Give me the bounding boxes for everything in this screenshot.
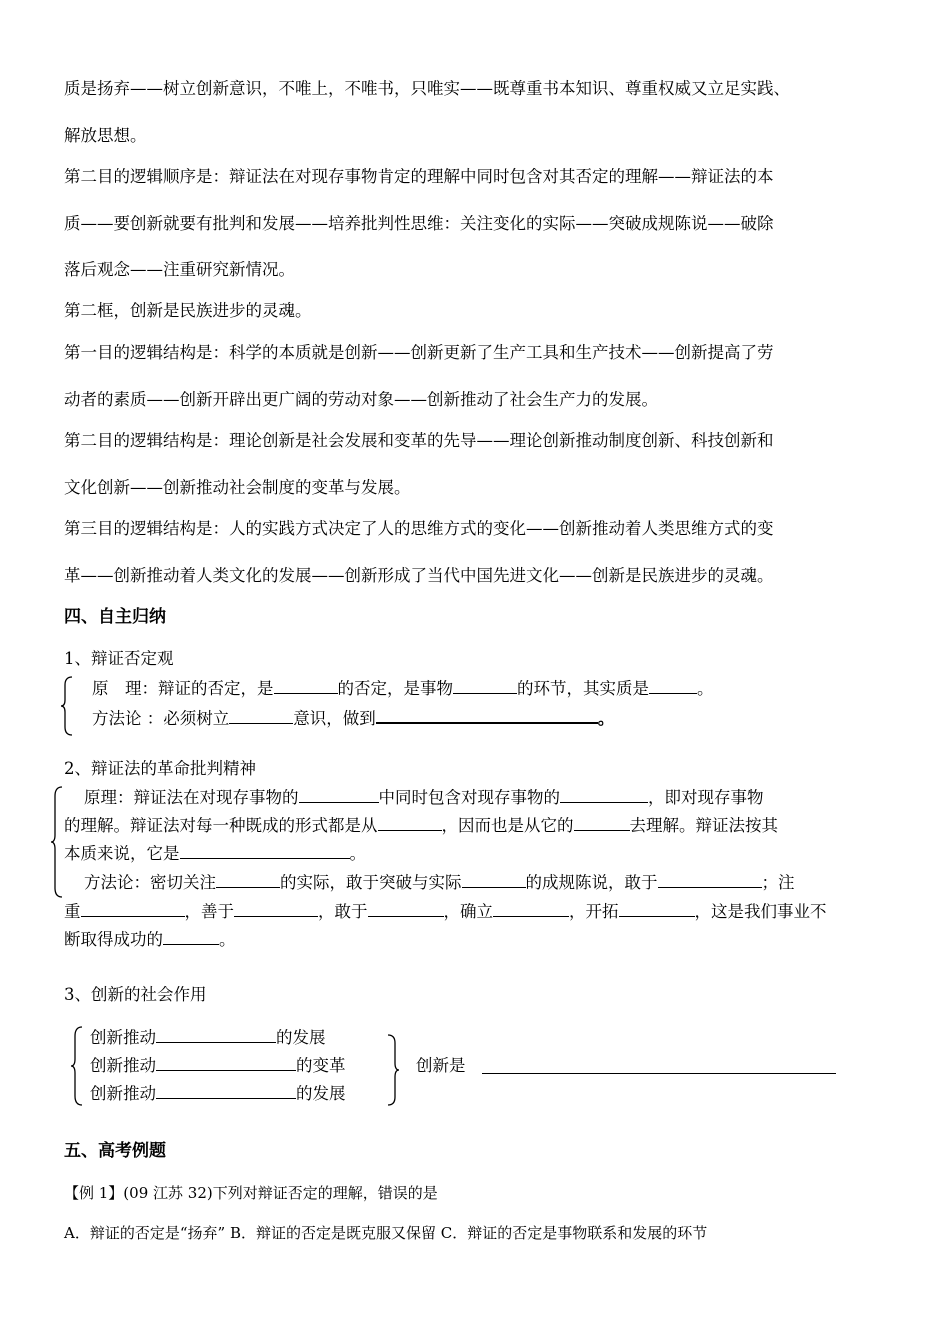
blank[interactable] xyxy=(493,900,569,917)
item-title: 3、创新的社会作用 xyxy=(64,985,207,1004)
paragraph-line: 第三目的逻辑结构是：人的实践方式决定了人的思维方式的变化——创新推动着人类思维方式的变 xyxy=(64,519,774,538)
blank[interactable] xyxy=(574,814,630,831)
principle-line: 原 理：辩证的否定，是 的否定，是事物 的环节，其实质是 。 xyxy=(92,679,714,698)
principle-line: 原理：辩证法在对现存事物的 中同时包含对现存事物的 ，即对现存事物 xyxy=(84,788,764,807)
paragraph-line: 动者的素质——创新开辟出更广阔的劳动对象——创新推动了社会生产力的发展。 xyxy=(64,390,658,409)
blank[interactable] xyxy=(229,707,293,724)
section-heading: 四、自主归纳 xyxy=(64,607,166,627)
principle-line: 的理解。辩证法对每一种既成的形式都是从 ，因而也是从它的 去理解。辩证法按其 xyxy=(64,816,778,835)
paragraph-line: 第二目的逻辑结构是：理论创新是社会发展和变革的先导——理论创新推动制度创新、科技创新和 xyxy=(64,431,774,450)
example-options: A．辩证的否定是“扬弃” B．辩证的否定是既克服又保留 C．辩证的否定是事物联系和发展的环节 xyxy=(64,1224,708,1242)
paragraph-line: 第二目的逻辑顺序是：辩证法在对现存事物肯定的理解中同时包含对其否定的理解——辩证法的本 xyxy=(64,167,774,186)
blank[interactable] xyxy=(156,1082,296,1099)
left-brace xyxy=(70,1026,84,1106)
paragraph-line: 第二框，创新是民族进步的灵魂。 xyxy=(64,301,312,320)
blank[interactable] xyxy=(378,814,442,831)
left-brace xyxy=(60,676,74,736)
blank[interactable] xyxy=(299,786,379,803)
blank[interactable] xyxy=(180,842,350,859)
method-line: 断取得成功的 。 xyxy=(64,930,236,949)
blank[interactable] xyxy=(156,1026,276,1043)
paragraph-line: 落后观念——注重研究新情况。 xyxy=(64,260,295,279)
blank[interactable] xyxy=(619,900,695,917)
paragraph-line: 质是扬弃——树立创新意识，不唯上，不唯书，只唯实——既尊重书本知识、尊重权威又立足实践、 xyxy=(64,79,790,98)
method-line: 方法论 ：必须树立 意识，做到 。 xyxy=(92,706,614,730)
blank[interactable] xyxy=(368,900,444,917)
paragraph-line: 革——创新推动着人类文化的发展——创新形成了当代中国先进文化——创新是民族进步的灵魂。 xyxy=(64,566,774,585)
blank[interactable] xyxy=(274,677,338,694)
example-question: 【例 1】(09 江苏 32)下列对辩证否定的理解，错误的是 xyxy=(64,1184,438,1202)
role-row: 创新推动 的发展 xyxy=(90,1028,326,1047)
item-title: 2、辩证法的革命批判精神 xyxy=(64,759,256,778)
paragraph-line: 文化创新——创新推动社会制度的变革与发展。 xyxy=(64,478,411,497)
right-brace xyxy=(386,1034,400,1106)
method-line: 重 ，善于 ，敢于 ，确立 ，开拓 ，这是我们事业不 xyxy=(64,902,827,921)
role-row: 创新推动 的发展 xyxy=(90,1084,346,1103)
blank[interactable] xyxy=(376,706,598,724)
blank[interactable] xyxy=(163,928,219,945)
paragraph-line: 质——要创新就要有批判和发展——培养批判性思维：关注变化的实际——突破成规陈说——破除 xyxy=(64,214,774,233)
blank[interactable] xyxy=(453,677,517,694)
item-title: 1、辩证否定观 xyxy=(64,649,174,668)
principle-line: 本质来说，它是 。 xyxy=(64,844,366,863)
paragraph-line: 解放思想。 xyxy=(64,126,147,145)
paragraph-line: 第一目的逻辑结构是：科学的本质就是创新——创新更新了生产工具和生产技术——创新提高了劳 xyxy=(64,343,774,362)
left-brace xyxy=(50,786,64,898)
blank[interactable] xyxy=(156,1054,296,1071)
conclusion-label: 创新是 xyxy=(416,1056,466,1075)
blank[interactable] xyxy=(216,871,280,888)
blank[interactable] xyxy=(462,871,526,888)
blank[interactable] xyxy=(81,900,185,917)
method-line: 方法论：密切关注 的实际，敢于突破与实际 的成规陈说，敢于 ；注 xyxy=(84,873,795,892)
blank[interactable] xyxy=(649,677,697,694)
answer-blank[interactable] xyxy=(482,1073,836,1074)
section-heading: 五、高考例题 xyxy=(64,1141,166,1161)
blank[interactable] xyxy=(658,871,762,888)
role-row: 创新推动 的变革 xyxy=(90,1056,346,1075)
blank[interactable] xyxy=(560,786,648,803)
blank[interactable] xyxy=(234,900,318,917)
